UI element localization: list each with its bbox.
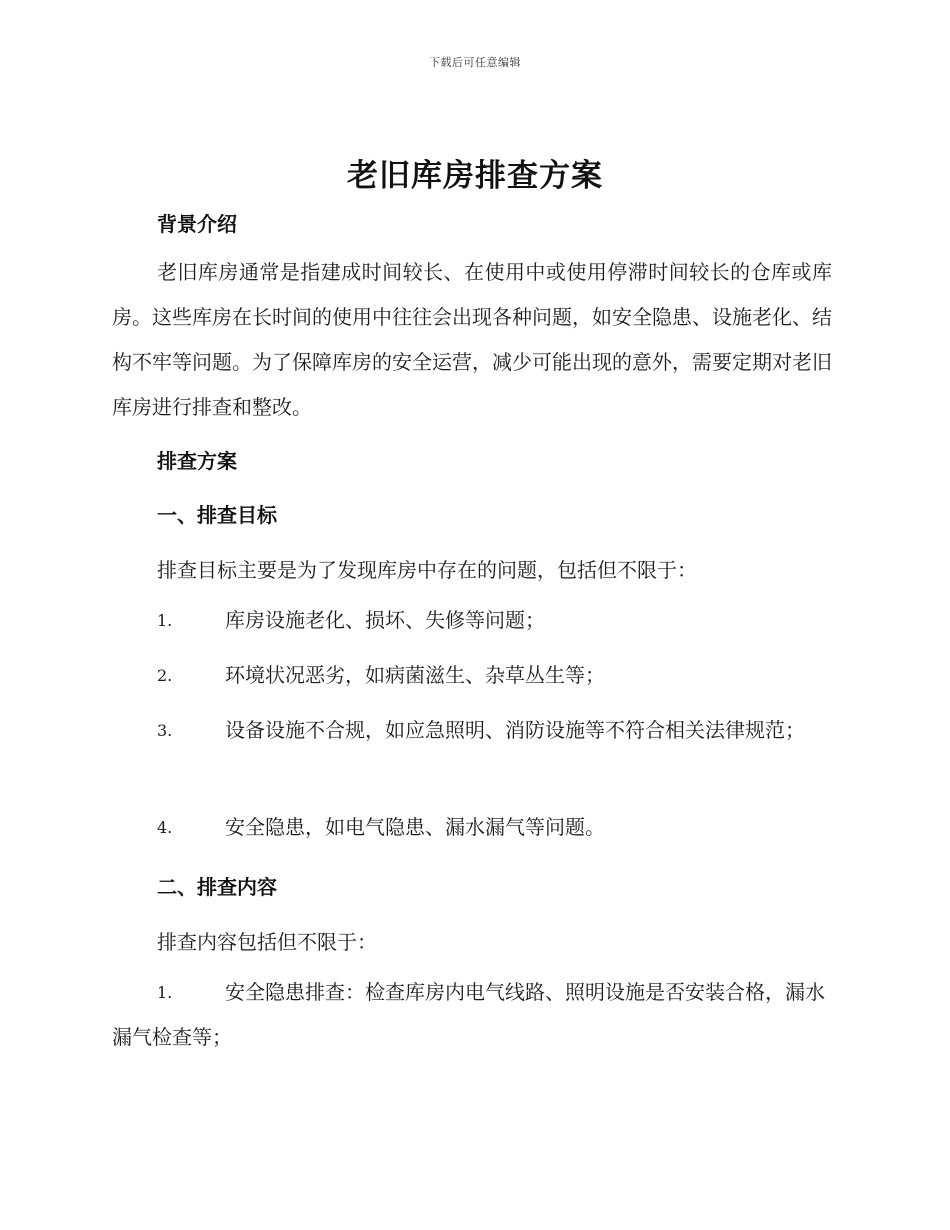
page-header-note: 下载后可任意编辑 [429,56,521,69]
paragraph-background: 老旧库房通常是指建成时间较长、在使用中或使用停滞时间较长的仓库或库房。这些库房在长时间的使用中往往会出现各种问题，如安全隐患、设施老化、结构不牢等问题。为了保障库房的安全运营，减少可能出现的意外，需要定期对老旧库房进行排查和整改。 [112,260,832,419]
heading-plan: 排查方案 [157,449,237,473]
paragraph-goal-intro: 排查目标主要是为了发现库房中存在的问题，包括但不限于： [157,558,697,582]
list-item-text: 安全隐患，如电气隐患、漏水漏气等问题。 [225,815,605,839]
list-item-text: 安全隐患排查：检查库房内电气线路、照明设施是否安装合格，漏水漏气检查等； [112,980,825,1049]
list-item [112,653,832,698]
list-item-text: 环境状况恶劣，如病菌滋生、杂草丛生等； [225,663,605,687]
list-item-number: 1. [157,983,173,1002]
list-item-number: 3. [157,721,173,740]
list-item [112,708,832,753]
list-item-text: 设备设施不合规，如应急照明、消防设施等不符合相关法律规范； [225,718,805,742]
list-item [112,598,832,643]
paragraph-content-intro: 排查内容包括但不限于： [157,930,377,954]
list-item-number: 1. [157,611,173,630]
list-item-number: 4. [157,818,173,837]
heading-goal: 一、排查目标 [157,503,277,527]
list-item-text: 库房设施老化、损坏、失修等问题； [225,608,545,632]
list-item [112,805,832,850]
heading-content: 二、排查内容 [157,875,277,899]
heading-background: 背景介绍 [157,212,237,236]
document-title: 老旧库房排查方案 [347,158,603,194]
list-item [112,970,832,1060]
list-item-number: 2. [157,666,173,685]
